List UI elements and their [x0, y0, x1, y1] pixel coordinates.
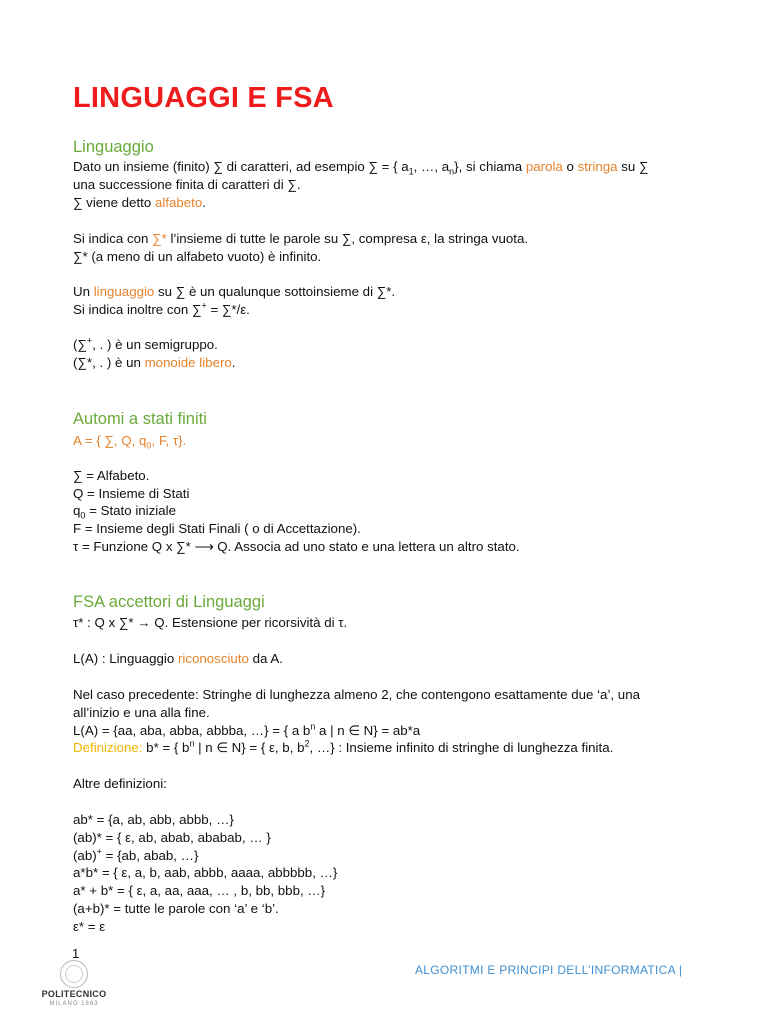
paragraph-line: ∑ = Alfabeto. — [73, 468, 150, 483]
paragraph-line: Si indica inoltre con ∑+ = ∑*/ε. — [73, 300, 250, 317]
politecnico-logo — [40, 958, 108, 1020]
formula-line: ab* = {a, ab, abb, abbb, …} — [73, 812, 234, 827]
paragraph-line: Dato un insieme (finito) ∑ di caratteri, ad esempio ∑ = { $a_1$, …, $a_n$}, si chiama parola o stringa su ∑ — [73, 159, 649, 177]
formula-line: (ab)+ = {ab, abab, …} — [73, 846, 199, 863]
paragraph-line: ∑ viene detto alfabeto. — [73, 195, 206, 210]
formula-line: ε* = ε — [73, 919, 106, 934]
formula-line: (ab)* = { ε, ab, abab, ababab, … } — [73, 830, 271, 845]
page-title: LINGUAGGI E FSA — [73, 82, 334, 114]
keyword-alfabeto: alfabeto — [154, 195, 203, 210]
formula-line: a*b* = { ε, a, b, aab, abbb, aaaa, abbbbb, …} — [73, 865, 338, 880]
paragraph-line: (∑*, . ) è un monoide libero. — [73, 355, 236, 370]
page-number: 1 — [72, 946, 80, 961]
section-heading-fsa-accettori: FSA accettori di Linguaggi — [73, 593, 265, 611]
definition-line: Definizione: b* = { $b^n$ | n ∈ N} = { ε, b, $b^2$, …} : Insieme infinito di stringhe di lunghezza finita. — [73, 738, 614, 755]
paragraph-line: una successione finita di caratteri di ∑. — [73, 177, 301, 192]
formula-line: (a+b)* = tutte le parole con ‘a’ e ‘b’. — [73, 901, 279, 916]
paragraph-line: τ = Funzione Q x ∑* ⟶ Q. Associa ad uno stato e una lettera un altro stato. — [73, 539, 520, 554]
paragraph-line: L(A) : Linguaggio riconosciuto da A. — [73, 651, 283, 666]
paragraph-line: τ* : Q x ∑* → Q. Estensione per ricorsività di τ. — [73, 615, 348, 630]
keyword-linguaggio: linguaggio — [93, 284, 155, 299]
paragraph-line: L(A) = {aa, aba, abba, abbba, …} = { a $b^n$ a | n ∈ N} = ab*a — [73, 721, 421, 738]
logo-text: POLITECNICO — [41, 989, 107, 999]
paragraph-line: Un linguaggio su ∑ è un qualunque sottoinsieme di ∑*. — [73, 284, 396, 299]
keyword-stringa: stringa — [577, 159, 618, 174]
paragraph-line: Si indica con ∑* l’insieme di tutte le parole su ∑, compresa ε, la stringa vuota. — [73, 231, 529, 246]
section-heading-automi: Automi a stati finiti — [73, 410, 207, 428]
keyword-sigma-star: ∑* — [152, 231, 167, 246]
paragraph-line: Nel caso precedente: Stringhe di lunghezza almeno 2, che contengono esattamente due ‘a’, una — [73, 687, 640, 702]
paragraph-line: $q_0$ = Stato iniziale — [73, 503, 176, 521]
logo-emblem-icon — [60, 960, 88, 988]
keyword-monoide-libero: monoide libero — [144, 355, 232, 370]
formula-line: a* + b* = { ε, a, aa, aaa, … , b, bb, bbb, …} — [73, 883, 326, 898]
keyword-parola: parola — [525, 159, 563, 174]
section-heading-linguaggio: Linguaggio — [73, 138, 154, 156]
paragraph-line: Q = Insieme di Stati — [73, 486, 190, 501]
logo-subtext: MILANO 1863 — [49, 1001, 99, 1007]
paragraph-line: all’inizio e una alla fine. — [73, 705, 210, 720]
footer-course-title: ALGORITMI E PRINCIPI DELL’INFORMATICA | — [415, 963, 683, 977]
paragraph-line: Altre definizioni: — [73, 776, 167, 791]
definition-label: Definizione: — [73, 740, 143, 755]
automa-definition: A = { ∑, Q, $q_0$, F, τ}. — [73, 433, 187, 451]
paragraph-line: (∑+, . ) è un semigruppo. — [73, 335, 218, 352]
paragraph-line: ∑* (a meno di un alfabeto vuoto) è infinito. — [73, 249, 322, 264]
paragraph-line: F = Insieme degli Stati Finali ( o di Accettazione). — [73, 521, 361, 536]
keyword-riconosciuto: riconosciuto — [177, 651, 249, 666]
